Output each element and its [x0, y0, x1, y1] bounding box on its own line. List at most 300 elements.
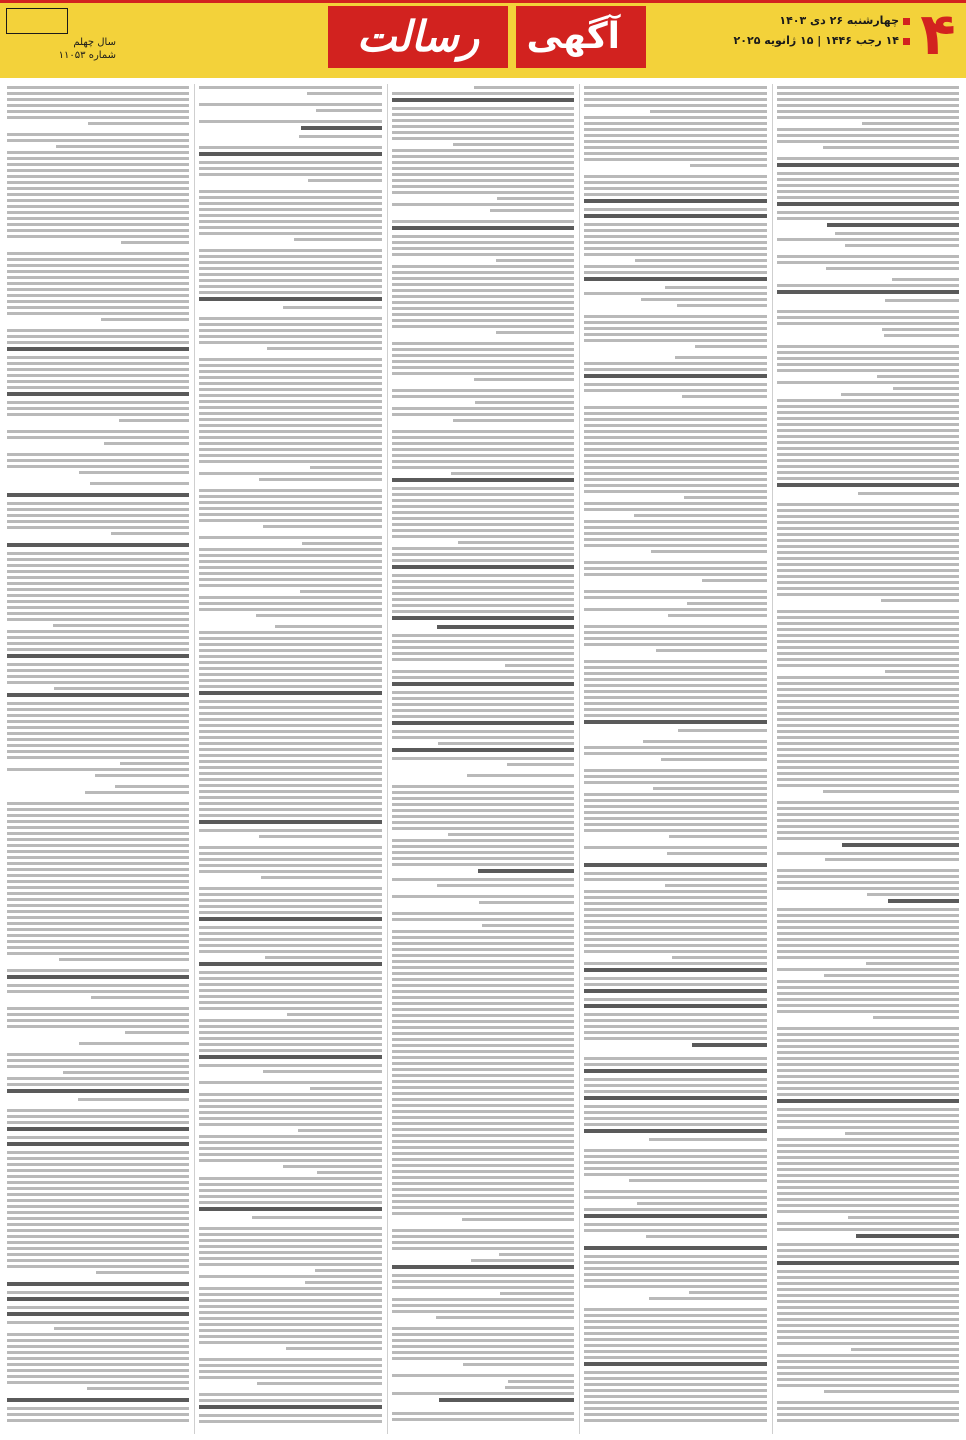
ad-heading-line: [777, 1099, 959, 1103]
ad-text-line: [286, 1347, 381, 1350]
ad-text-line: [668, 614, 766, 617]
ad-text-line: [392, 220, 574, 223]
ad-text-line: [199, 1287, 381, 1290]
ad-text-line: [777, 1276, 959, 1279]
ad-text-line: [862, 122, 959, 125]
ad-text-line: [199, 905, 381, 908]
ad-text-line: [584, 532, 766, 535]
ad-text-line: [199, 1159, 381, 1162]
ad-text-line: [392, 652, 574, 655]
ad-text-line: [7, 175, 189, 178]
ad-text-line: [467, 774, 574, 777]
ad-text-line: [584, 140, 766, 143]
ad-text-line: [392, 1008, 574, 1011]
ad-text-line: [392, 791, 574, 794]
ad-text-line: [508, 1380, 575, 1383]
ad-text-line: [392, 466, 574, 469]
ad-text-line: [392, 1056, 574, 1059]
ad-text-line: [199, 1399, 381, 1402]
ad-text-line: [695, 345, 766, 348]
ad-text-line: [308, 179, 382, 182]
ad-text-line: [777, 435, 959, 438]
ad-heading-line: [392, 721, 574, 725]
ad-text-line: [7, 1115, 189, 1118]
ad-text-line: [584, 690, 766, 693]
ad-text-line: [777, 1384, 959, 1387]
ad-text-line: [584, 92, 766, 95]
ad-text-line: [7, 844, 189, 847]
ad-text-line: [392, 119, 574, 122]
ad-text-line: [392, 990, 574, 993]
ad-text-line: [881, 599, 959, 602]
ad-text-line: [199, 1135, 381, 1138]
ad-text-line: [392, 996, 574, 999]
ad-text-line: [885, 299, 959, 302]
ad-text-line: [7, 726, 189, 729]
ad-text-line: [584, 1389, 766, 1392]
ad-text-line: [199, 649, 381, 652]
ad-text-line: [777, 357, 959, 360]
ad-text-line: [877, 375, 959, 378]
ad-text-line: [392, 271, 574, 274]
ad-text-line: [199, 1049, 381, 1052]
ad-text-line: [777, 1294, 959, 1297]
ad-text-line: [111, 532, 189, 535]
ad-text-line: [7, 636, 189, 639]
ad-text-line: [392, 857, 574, 860]
ad-text-line: [392, 325, 574, 328]
ad-text-line: [584, 152, 766, 155]
ad-text-line: [651, 550, 767, 553]
ad-text-line: [584, 752, 766, 755]
ad-text-line: [199, 472, 381, 475]
ad-text-line: [584, 666, 766, 669]
ad-column: [198, 84, 382, 1434]
ad-text-line: [584, 1208, 766, 1211]
ad-text-line: [584, 811, 766, 814]
ad-text-line: [121, 241, 189, 244]
ad-text-line: [7, 104, 189, 107]
ad-text-line: [199, 261, 381, 264]
ad-text-line: [392, 1357, 574, 1360]
ad-text-line: [777, 1010, 959, 1013]
ad-text-line: [56, 145, 190, 148]
ad-heading-line: [584, 1004, 766, 1008]
ad-text-line: [199, 1376, 381, 1379]
ad-text-line: [584, 484, 766, 487]
ad-text-line: [392, 966, 574, 969]
ad-text-line: [199, 291, 381, 294]
ad-text-line: [777, 539, 959, 542]
ad-text-line: [7, 407, 189, 410]
ad-text-line: [392, 640, 574, 643]
ad-text-line: [392, 797, 574, 800]
ad-text-line: [777, 869, 959, 872]
ad-text-line: [777, 676, 959, 679]
ad-text-line: [584, 1117, 766, 1120]
ad-text-line: [302, 542, 382, 545]
ad-heading-line: [199, 917, 381, 921]
ad-text-line: [584, 436, 766, 439]
ad-text-line: [584, 1155, 766, 1158]
ad-text-line: [499, 1253, 575, 1256]
ad-text-line: [777, 557, 959, 560]
ad-text-line: [199, 548, 381, 551]
ad-text-line: [392, 559, 574, 562]
ad-text-line: [584, 920, 766, 923]
ad-text-line: [259, 835, 382, 838]
ad-text-line: [7, 850, 189, 853]
ad-text-line: [777, 1063, 959, 1066]
ad-text-line: [584, 1123, 766, 1126]
ad-text-line: [392, 1176, 574, 1179]
ad-text-line: [392, 709, 574, 712]
ad-text-line: [199, 1341, 381, 1344]
ad-text-line: [584, 684, 766, 687]
ad-text-line: [584, 1019, 766, 1022]
ad-heading-line: [584, 720, 766, 724]
ad-text-line: [199, 766, 381, 769]
ad-text-line: [199, 519, 381, 522]
ad-text-line: [777, 1162, 959, 1165]
ad-heading-line: [856, 1234, 959, 1238]
ad-text-line: [199, 103, 381, 106]
ad-text-line: [392, 313, 574, 316]
ad-text-line: [584, 187, 766, 190]
ad-column: [391, 84, 575, 1434]
ad-text-line: [453, 143, 575, 146]
ad-text-line: [777, 819, 959, 822]
ads-body: [0, 84, 966, 1434]
ad-text-line: [307, 92, 381, 95]
ad-text-line: [7, 1419, 189, 1422]
ad-text-line: [392, 670, 574, 673]
ad-text-line: [584, 1078, 766, 1081]
ad-text-line: [392, 253, 574, 256]
issue-number: شماره ۱۱۰۵۳: [58, 50, 116, 61]
ad-heading-line: [584, 1214, 766, 1218]
ad-text-line: [392, 1116, 574, 1119]
issue-info: [6, 36, 116, 62]
ad-text-line: [199, 760, 381, 763]
ad-text-line: [777, 533, 959, 536]
ad-text-line: [7, 570, 189, 573]
ad-text-line: [256, 614, 381, 617]
ad-heading-line: [584, 277, 766, 281]
ad-text-line: [848, 1216, 959, 1219]
ad-text-line: [199, 911, 381, 914]
ad-text-line: [7, 1351, 189, 1354]
ad-text-line: [392, 580, 574, 583]
ad-text-line: [199, 926, 381, 929]
ad-text-line: [584, 1285, 766, 1288]
ad-text-line: [315, 1269, 382, 1272]
ad-text-line: [392, 703, 574, 706]
ad-heading-line: [199, 152, 381, 156]
ad-heading-line: [199, 1055, 381, 1059]
ad-text-line: [448, 833, 574, 836]
ad-text-line: [199, 507, 381, 510]
ad-heading-line: [392, 226, 574, 230]
ad-text-line: [392, 235, 574, 238]
ad-text-line: [641, 298, 766, 301]
ad-heading-line: [7, 693, 189, 697]
ad-text-line: [392, 372, 574, 375]
ad-text-line: [199, 335, 381, 338]
ad-text-line: [199, 1414, 381, 1417]
ad-text-line: [199, 944, 381, 947]
ad-text-line: [777, 1027, 959, 1030]
ad-text-line: [584, 846, 766, 849]
ad-text-line: [777, 712, 959, 715]
ad-text-line: [199, 596, 381, 599]
ad-text-line: [777, 1282, 959, 1285]
ad-text-line: [584, 86, 766, 89]
ad-text-line: [392, 354, 574, 357]
ad-text-line: [7, 264, 189, 267]
ad-text-line: [199, 1195, 381, 1198]
ad-text-line: [7, 1235, 189, 1238]
ad-text-line: [7, 564, 189, 567]
ad-text-line: [7, 898, 189, 901]
ad-text-line: [199, 1153, 381, 1156]
ad-text-line: [199, 667, 381, 670]
ad-text-line: [777, 1318, 959, 1321]
ad-text-line: [584, 490, 766, 493]
ad-text-line: [777, 700, 959, 703]
ad-text-line: [584, 460, 766, 463]
ad-text-line: [7, 946, 189, 949]
ad-text-line: [199, 267, 381, 270]
ad-heading-line: [7, 1127, 189, 1131]
ad-text-line: [7, 648, 189, 651]
ad-text-line: [777, 1204, 959, 1207]
ad-text-line: [263, 525, 382, 528]
masthead-logo: رسالت: [356, 12, 480, 61]
ad-text-line: [7, 459, 189, 462]
ad-text-line: [199, 643, 381, 646]
ad-text-line: [199, 858, 381, 861]
ad-text-line: [392, 1339, 574, 1342]
ad-text-line: [392, 366, 574, 369]
ad-text-line: [7, 1065, 189, 1068]
ad-text-line: [777, 1255, 959, 1258]
ad-text-line: [777, 784, 959, 787]
ad-text-line: [199, 899, 381, 902]
ad-text-line: [199, 1245, 381, 1248]
ad-text-line: [584, 714, 766, 717]
ad-heading-line: [7, 392, 189, 396]
ad-text-line: [199, 778, 381, 781]
ad-text-line: [53, 624, 189, 627]
ad-heading-line: [392, 565, 574, 569]
ad-text-line: [584, 406, 766, 409]
ad-text-line: [199, 1007, 381, 1010]
year-label: سال چهلم: [73, 37, 116, 48]
ad-text-line: [7, 436, 189, 439]
ad-text-line: [7, 1253, 189, 1256]
ad-text-line: [584, 1401, 766, 1404]
ad-text-line: [199, 273, 381, 276]
ad-text-line: [7, 374, 189, 377]
ad-text-line: [825, 858, 959, 861]
ad-text-line: [7, 702, 189, 705]
ad-text-line: [463, 1363, 574, 1366]
ad-text-line: [199, 1275, 381, 1278]
ad-heading-line: [584, 1129, 766, 1133]
ad-text-line: [199, 661, 381, 664]
ad-text-line: [7, 1083, 189, 1086]
ad-text-line: [656, 649, 766, 652]
ad-text-line: [777, 760, 959, 763]
square-bullet-icon: [903, 38, 910, 45]
ad-text-line: [7, 151, 189, 154]
ad-heading-line: [7, 493, 189, 497]
ad-text-line: [584, 442, 766, 445]
ad-text-line: [199, 637, 381, 640]
ad-text-line: [392, 1333, 574, 1336]
ad-text-line: [777, 515, 959, 518]
ad-text-line: [199, 1111, 381, 1114]
ad-text-line: [584, 696, 766, 699]
ad-text-line: [584, 333, 766, 336]
ad-text-line: [7, 681, 189, 684]
ad-text-line: [392, 1128, 574, 1131]
ad-text-line: [392, 407, 574, 410]
ad-text-line: [777, 465, 959, 468]
ad-text-line: [777, 1174, 959, 1177]
ad-heading-line: [392, 98, 574, 102]
ad-text-line: [453, 419, 574, 422]
ad-text-line: [199, 1311, 381, 1314]
ad-text-line: [584, 1037, 766, 1040]
ad-text-line: [667, 852, 767, 855]
ad-text-line: [7, 1333, 189, 1336]
ad-heading-line: [777, 163, 959, 167]
ad-text-line: [845, 1132, 959, 1135]
ad-text-line: [777, 980, 959, 983]
ad-text-line: [7, 163, 189, 166]
ad-text-line: [199, 454, 381, 457]
ad-text-line: [7, 1211, 189, 1214]
ad-text-line: [7, 1205, 189, 1208]
ad-heading-line: [584, 214, 766, 218]
ad-text-line: [392, 827, 574, 830]
ad-text-line: [584, 116, 766, 119]
ad-text-line: [392, 984, 574, 987]
ad-text-line: [7, 714, 189, 717]
ad-text-line: [584, 608, 766, 611]
ad-text-line: [199, 317, 381, 320]
ad-text-line: [199, 706, 381, 709]
ad-text-line: [7, 1157, 189, 1160]
ad-text-line: [199, 190, 381, 193]
ad-text-line: [7, 802, 189, 805]
ad-text-line: [392, 1327, 574, 1330]
ad-text-line: [777, 682, 959, 685]
ad-text-line: [777, 98, 959, 101]
ad-text-line: [199, 285, 381, 288]
ad-text-line: [7, 750, 189, 753]
ad-text-line: [584, 1267, 766, 1270]
ad-text-line: [584, 908, 766, 911]
ad-text-line: [96, 1271, 190, 1274]
ad-text-line: [392, 610, 574, 613]
ad-heading-line: [584, 1096, 766, 1100]
ad-text-line: [7, 826, 189, 829]
ad-text-line: [584, 596, 766, 599]
ad-text-line: [199, 370, 381, 373]
ad-text-line: [777, 1312, 959, 1315]
ad-text-line: [199, 364, 381, 367]
other-dates-text: ۱۴ رجب ۱۴۴۶ | ۱۵ ژانویه ۲۰۲۵: [733, 34, 899, 47]
ad-text-line: [684, 496, 766, 499]
ad-text-line: [199, 790, 381, 793]
ad-text-line: [85, 791, 189, 794]
ad-text-line: [777, 1087, 959, 1090]
ad-text-line: [7, 187, 189, 190]
ad-heading-line: [392, 616, 574, 620]
ad-text-line: [777, 1114, 959, 1117]
ad-text-line: [777, 664, 959, 667]
ad-text-line: [392, 179, 574, 182]
ad-text-line: [392, 972, 574, 975]
ad-text-line: [7, 1241, 189, 1244]
ad-text-line: [584, 104, 766, 107]
ad-text-line: [392, 1194, 574, 1197]
ad-text-line: [777, 569, 959, 572]
ad-text-line: [392, 289, 574, 292]
ad-heading-line: [584, 1246, 766, 1250]
ad-text-line: [7, 294, 189, 297]
ad-text-line: [777, 322, 959, 325]
ad-text-line: [777, 766, 959, 769]
ad-text-line: [777, 1108, 959, 1111]
ad-text-line: [392, 448, 574, 451]
ad-text-line: [584, 702, 766, 705]
ad-text-line: [777, 1270, 959, 1273]
ad-text-line: [777, 503, 959, 506]
ad-text-line: [199, 208, 381, 211]
ad-text-line: [505, 1386, 574, 1389]
ad-text-line: [584, 1084, 766, 1087]
ad-text-line: [584, 181, 766, 184]
ad-text-line: [777, 986, 959, 989]
ad-text-line: [777, 956, 959, 959]
ad-text-line: [777, 825, 959, 828]
ad-text-line: [7, 356, 189, 359]
ad-text-line: [392, 730, 574, 733]
ad-heading-line: [392, 1265, 574, 1269]
ad-text-line: [252, 1216, 382, 1219]
ad-text-line: [392, 1182, 574, 1185]
ad-text-line: [392, 1032, 574, 1035]
ad-text-line: [777, 1186, 959, 1189]
ad-text-line: [777, 950, 959, 953]
ad-text-line: [199, 1317, 381, 1320]
ad-text-line: [584, 1229, 766, 1232]
ad-text-line: [584, 799, 766, 802]
ad-text-line: [777, 521, 959, 524]
ad-text-line: [392, 1412, 574, 1415]
ad-text-line: [392, 247, 574, 250]
ad-text-line: [199, 249, 381, 252]
ad-text-line: [392, 413, 574, 416]
ad-text-line: [199, 1420, 381, 1423]
ad-text-line: [392, 161, 574, 164]
ad-text-line: [298, 1129, 382, 1132]
ad-text-line: [199, 950, 381, 953]
